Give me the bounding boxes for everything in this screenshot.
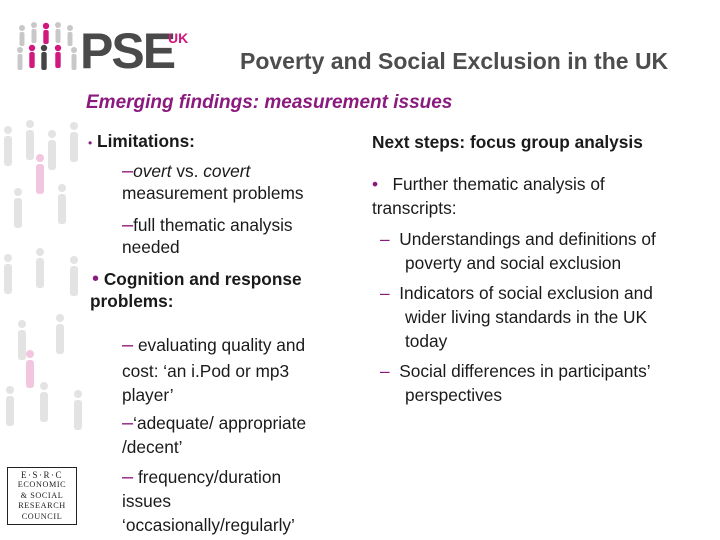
pse-logo-text: PSE [80, 23, 175, 79]
sub-item-indicators [380, 282, 653, 304]
sub-item-text: ‘occasionally/regularly’ [122, 515, 295, 535]
esrc-logo-line: ECONOMIC [17, 480, 67, 490]
dash-icon: – [380, 229, 390, 249]
sub-item-text: perspectives [405, 385, 503, 405]
dash-icon: – [122, 466, 134, 488]
sub-item-text: player’ [122, 385, 174, 405]
sub-item-text: /decent’ [122, 437, 183, 457]
pse-logo-uk: UK [168, 30, 189, 46]
next-steps-heading: Next steps: focus group analysis [372, 132, 643, 152]
bullet-dot-icon: • [92, 268, 100, 290]
sub-item-text: poverty and social exclusion [405, 253, 622, 273]
vs-text: vs. [171, 161, 204, 181]
site-title: Poverty and Social Exclusion in the UK [240, 48, 669, 74]
sub-item-text: cost: ‘an i.Pod or mp3 [122, 361, 290, 381]
sub-item-text: measurement problems [122, 183, 304, 203]
slide-title: Emerging findings: measurement issues [86, 92, 453, 113]
covert-text: covert [203, 161, 251, 181]
sub-item-text: Understandings and definitions of [399, 229, 656, 249]
sub-item-text: Indicators of social exclusion and [399, 283, 653, 303]
sub-item-full-thematic [122, 214, 293, 236]
esrc-logo-line: E·S·R·C [21, 470, 63, 480]
sub-item-social [380, 360, 651, 382]
thematic-bullet [372, 173, 605, 195]
sub-item-text: ‘adequate/ appropriate [133, 413, 307, 433]
dash-icon: – [380, 361, 390, 381]
esrc-logo [7, 467, 77, 525]
sub-item-text: needed [122, 237, 180, 257]
sub-item-understandings [380, 228, 656, 250]
bullet-dot-icon: • [372, 174, 379, 194]
sub-item-text: today [405, 331, 448, 351]
esrc-logo-line: COUNCIL [21, 511, 63, 521]
sub-item-text: full thematic analysis [133, 215, 293, 235]
sub-item-text: issues [122, 491, 171, 511]
sub-item-overt-covert [122, 160, 250, 182]
pse-logo-people-icon [14, 20, 80, 76]
sub-item-text: frequency/duration [137, 467, 282, 487]
overt-text: overt [133, 161, 172, 181]
thematic-text-cont: transcripts: [372, 198, 457, 218]
dash-icon: – [122, 214, 134, 236]
sub-item-text: evaluating quality and [137, 335, 306, 355]
cognition-label: Cognition and response [103, 269, 302, 289]
esrc-logo-line: & SOCIAL [20, 490, 64, 500]
limitations-bullet [88, 130, 195, 154]
sub-item-text: Social differences in participants’ [399, 361, 651, 381]
dash-icon: – [380, 283, 390, 303]
bullet-dot-icon: • [88, 136, 93, 150]
sub-item-text: wider living standards in the UK [405, 307, 648, 327]
cognition-bullet [92, 268, 302, 290]
dash-icon: – [122, 334, 134, 356]
limitations-label: Limitations: [97, 131, 195, 151]
people-silhouettes-decoration [0, 118, 92, 458]
thematic-text: Further thematic analysis of [392, 174, 605, 194]
dash-icon: – [122, 412, 134, 434]
sub-item-evaluating [122, 334, 305, 356]
esrc-logo-line: RESEARCH [18, 501, 66, 511]
sub-item-frequency [122, 466, 281, 488]
cognition-label-cont: problems: [90, 291, 174, 311]
sub-item-adequate [122, 412, 306, 434]
dash-icon: – [122, 160, 134, 182]
